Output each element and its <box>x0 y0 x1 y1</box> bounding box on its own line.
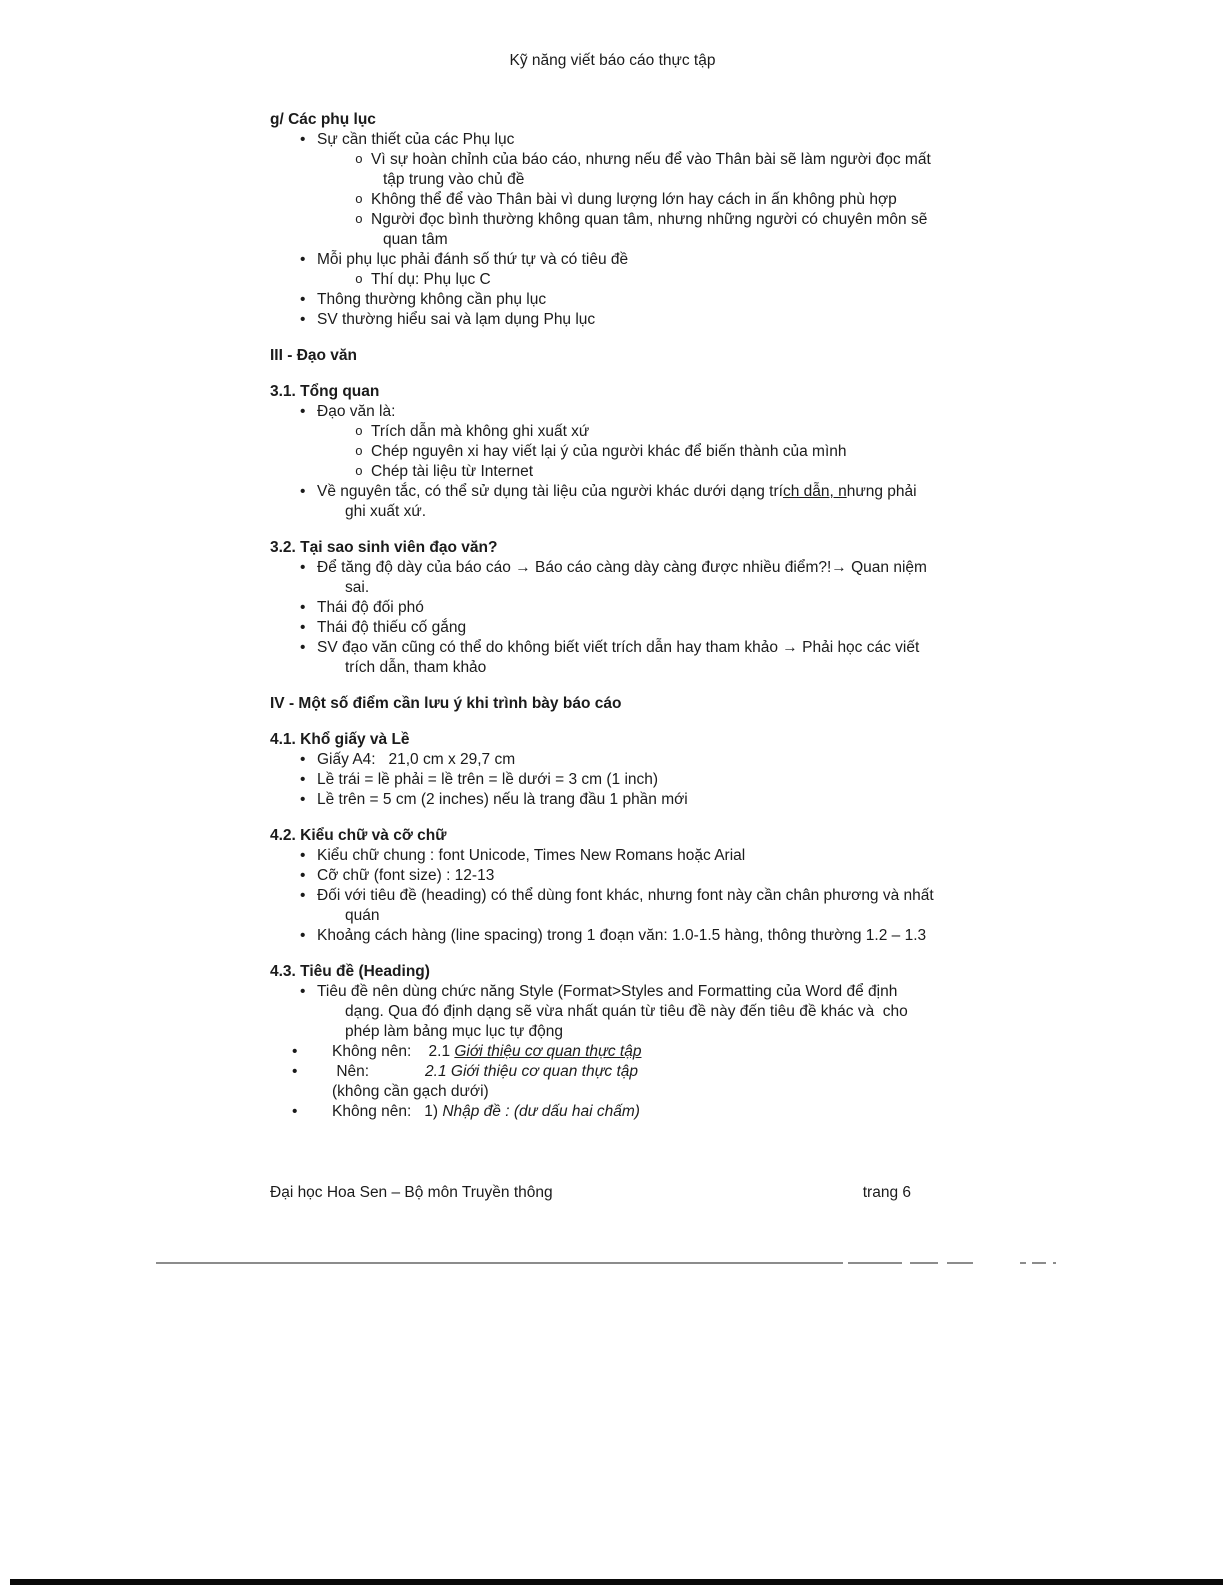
list-item <box>270 150 935 190</box>
text-segment: SV thường hiểu sai và lạm dụng Phụ lục <box>317 311 596 328</box>
text-segment: Người đọc bình thường không quan tâm, nhưng những người có chuyên môn sẽ quan tâm <box>371 211 932 248</box>
text-segment: Lề trên = 5 cm (2 inches) nếu là trang đầu 1 phần mới <box>317 791 688 808</box>
footer-department-text: Đại học Hoa Sen – Bộ môn Truyền thông <box>270 1184 553 1201</box>
text-segment: Chép nguyên xi hay viết lại ý của người khác để biến thành của mình <box>371 443 847 460</box>
rule-dash-segment <box>848 1262 902 1264</box>
rule-dash-segment <box>1053 1262 1056 1264</box>
text-segment: Nên: <box>332 1063 426 1080</box>
disc-bullet-icon: • <box>300 751 306 768</box>
circle-bullet-icon: o <box>355 272 363 287</box>
disc-bullet-icon: • <box>292 1103 298 1120</box>
text-segment: Không nên: 2.1 <box>332 1043 455 1060</box>
list-item <box>270 210 935 250</box>
page-footer <box>270 1183 935 1203</box>
text-segment: Kiểu chữ chung : font Unicode, Times New Romans hoặc Arial <box>317 847 746 864</box>
circle-bullet-icon: o <box>355 192 363 207</box>
list-item <box>270 190 935 210</box>
section-heading: 4.1. Khổ giấy và Lề <box>270 731 410 748</box>
text-segment: Chép tài liệu từ Internet <box>371 463 534 480</box>
list-item <box>270 1042 935 1062</box>
page-bottom-rule <box>0 1262 1225 1265</box>
section-heading: 3.2. Tại sao sinh viên đạo văn? <box>270 539 498 556</box>
text-segment: Thái độ đối phó <box>317 599 424 616</box>
list-item <box>270 462 935 482</box>
disc-bullet-icon: • <box>292 1063 298 1080</box>
disc-bullet-icon: • <box>300 847 306 864</box>
list-item <box>270 1062 935 1082</box>
text-segment: Khoảng cách hàng (line spacing) trong 1 đoạn văn: 1.0-1.5 hàng, thông thường 1.2 – 1.3 <box>317 927 927 944</box>
section-heading: IV - Một số điểm cần lưu ý khi trình bày báo cáo <box>270 695 622 712</box>
disc-bullet-icon: • <box>300 771 306 788</box>
list-item <box>270 402 935 422</box>
document-body <box>270 94 939 1122</box>
list-item <box>270 846 935 866</box>
disc-bullet-icon: • <box>300 791 306 808</box>
list-item <box>270 638 935 678</box>
disc-bullet-icon: • <box>292 1043 298 1060</box>
list-item <box>270 618 935 638</box>
disc-bullet-icon: • <box>300 483 306 500</box>
list-item <box>270 1082 935 1102</box>
text-segment: Thí dụ: Phụ lục C <box>371 271 491 288</box>
circle-bullet-icon: o <box>355 152 363 167</box>
list-item <box>270 442 935 462</box>
list-item <box>270 290 935 310</box>
rule-dash-segment <box>947 1262 973 1264</box>
list-item <box>270 886 939 926</box>
text-segment: Đối với tiêu đề (heading) có thể dùng font khác, nhưng font này cần chân phương và nhất quán <box>317 887 939 924</box>
disc-bullet-icon: • <box>300 559 306 576</box>
circle-bullet-icon: o <box>355 444 363 459</box>
text-segment: Nhập đề : (dư dấu hai chấm) <box>442 1103 640 1120</box>
text-segment: Cỡ chữ (font size) : 12-13 <box>317 867 495 884</box>
scan-edge-bar <box>10 1579 1223 1585</box>
list-item <box>270 422 935 442</box>
disc-bullet-icon: • <box>300 251 306 268</box>
list-item <box>270 1102 935 1122</box>
disc-bullet-icon: • <box>300 887 306 904</box>
rule-dash-segment <box>910 1262 938 1264</box>
list-item <box>270 790 935 810</box>
text-segment: Trích dẫn mà không ghi xuất xứ <box>371 423 590 440</box>
text-segment: Vì sự hoàn chỉnh của báo cáo, nhưng nếu để vào Thân bài sẽ làm người đọc mất tập trung vào chủ đề <box>371 151 936 188</box>
text-segment: hưng phải ghi xuất xứ. <box>345 483 921 520</box>
list-item <box>270 598 935 618</box>
disc-bullet-icon: • <box>300 291 306 308</box>
disc-bullet-icon: • <box>300 131 306 148</box>
disc-bullet-icon: • <box>300 619 306 636</box>
text-segment: ch dẫn, n <box>782 483 847 500</box>
section-heading: 3.1. Tổng quan <box>270 383 380 400</box>
text-segment: Tiêu đề nên dùng chức năng Style (Format>Styles and Formatting của Word để định dạng. Qua đó định dạng sẽ vừa nhất quán từ tiêu đề này đến tiêu đề khác và cho phép làm bảng mục lục tự động <box>317 983 913 1040</box>
list-item <box>270 270 935 290</box>
list-item <box>270 866 935 886</box>
list-item <box>270 982 935 1042</box>
list-item <box>270 130 935 150</box>
text-segment: SV đạo văn cũng có thể do không biết viết trích dẫn hay tham khảo → Phải học các viết trích dẫn, tham khảo <box>317 639 924 676</box>
text-segment: (không cần gạch dưới) <box>332 1083 489 1100</box>
disc-bullet-icon: • <box>300 927 306 944</box>
page-header-title: Kỹ năng viết báo cáo thực tập <box>509 52 716 69</box>
text-segment: Mỗi phụ lục phải đánh số thứ tự và có tiêu đề <box>317 251 629 268</box>
disc-bullet-icon: • <box>300 639 306 656</box>
disc-bullet-icon: • <box>300 403 306 420</box>
list-item <box>270 926 935 946</box>
text-segment: Không thể để vào Thân bài vì dung lượng lớn hay cách in ấn không phù hợp <box>371 191 897 208</box>
text-segment: Thái độ thiếu cố gắng <box>317 619 467 636</box>
text-segment: Không nên: 1) <box>332 1103 443 1120</box>
circle-bullet-icon: o <box>355 212 363 227</box>
rule-dash-segment <box>1032 1262 1046 1264</box>
section-heading: III - Đạo văn <box>270 347 357 364</box>
text-segment: 2.1 Giới thiệu cơ quan thực tập <box>425 1063 639 1080</box>
disc-bullet-icon: • <box>300 311 306 328</box>
text-segment: Giới thiệu cơ quan thực tập <box>454 1043 642 1060</box>
circle-bullet-icon: o <box>355 464 363 479</box>
text-segment: Giấy A4: 21,0 cm x 29,7 cm <box>317 751 516 768</box>
list-item <box>270 250 935 270</box>
list-item <box>270 770 935 790</box>
disc-bullet-icon: • <box>300 599 306 616</box>
section-heading: 4.2. Kiểu chữ và cỡ chữ <box>270 827 447 844</box>
rule-solid-segment <box>156 1262 843 1264</box>
disc-bullet-icon: • <box>300 983 306 1000</box>
text-segment: Lề trái = lề phải = lề trên = lề dưới = 3 cm (1 inch) <box>317 771 659 788</box>
section-heading: 4.3. Tiêu đề (Heading) <box>270 963 430 980</box>
list-item <box>270 482 935 522</box>
circle-bullet-icon: o <box>355 424 363 439</box>
text-segment: Để tăng độ dày của báo cáo → Báo cáo càng dày càng được nhiều điểm?!→ Quan niệm sai. <box>317 559 932 596</box>
rule-dash-segment <box>1020 1262 1026 1264</box>
list-item <box>270 558 935 598</box>
text-segment: Đạo văn là: <box>317 403 396 420</box>
text-segment: Thông thường không cần phụ lục <box>317 291 547 308</box>
section-heading: g/ Các phụ lục <box>270 111 376 128</box>
text-segment: Về nguyên tắc, có thể sử dụng tài liệu của người khác dưới dạng trí <box>317 483 783 500</box>
list-item <box>270 310 935 330</box>
footer-page-number: trang 6 <box>862 1184 911 1201</box>
text-segment: Sự cần thiết của các Phụ lục <box>317 131 515 148</box>
disc-bullet-icon: • <box>300 867 306 884</box>
list-item <box>270 750 935 770</box>
